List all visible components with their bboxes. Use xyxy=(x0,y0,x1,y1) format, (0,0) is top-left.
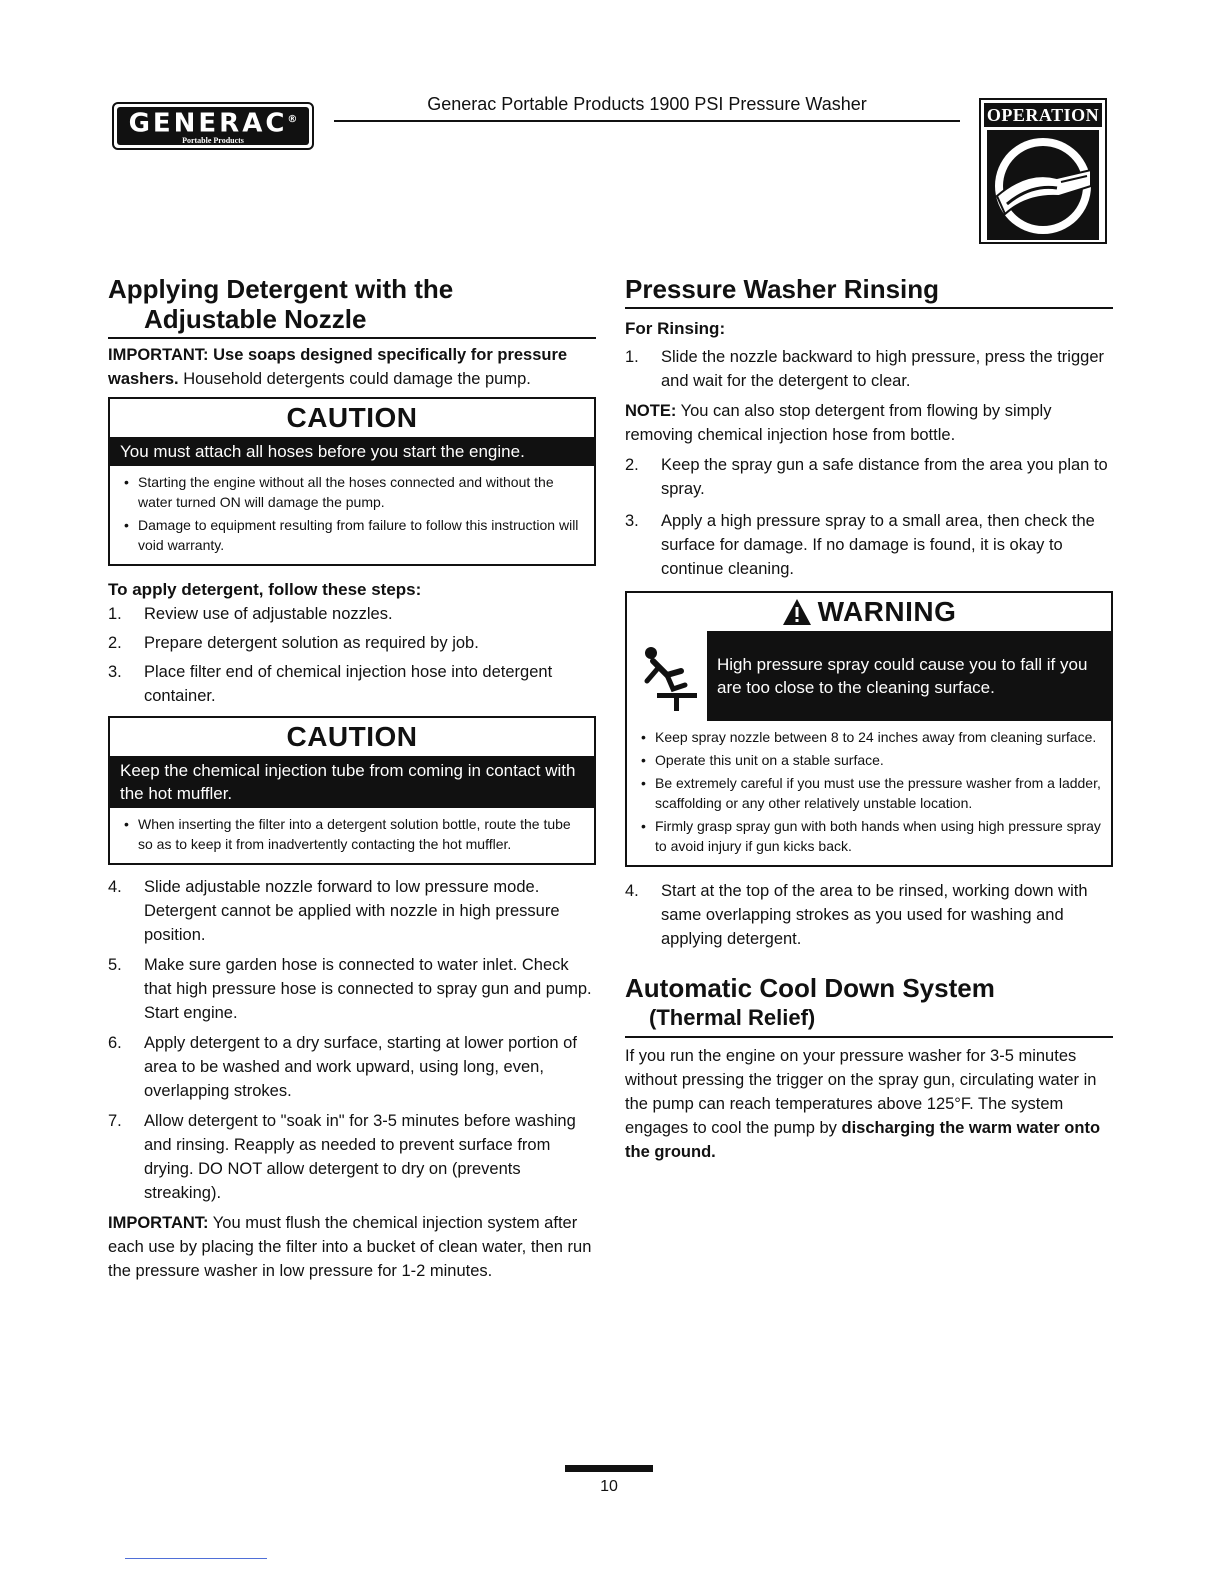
list-item: 2. Prepare detergent solution as required by job. xyxy=(108,634,479,652)
warning-bullet: • Firmly grasp spray gun with both hands when using high pressure spray to avoid injury if gun kicks back. xyxy=(641,816,1103,856)
list-item: 3. Apply a high pressure spray to a small area, then check the surface for damage. If no damage is found, it is okay to continue cleaning. xyxy=(625,512,1095,578)
section-divider xyxy=(625,307,1113,309)
rinsing-steps-list xyxy=(625,345,1113,393)
rinsing-steps-list-continued xyxy=(625,453,1113,581)
caution-bullet: • When inserting the filter into a detergent solution bottle, route the tube so as to keep it from inadvertently contacting the hot muffler. xyxy=(124,814,586,854)
detergent-steps-list xyxy=(108,602,596,708)
list-item: 4. Slide adjustable nozzle forward to low pressure mode. Detergent cannot be applied with nozzle in high pressure position. xyxy=(108,878,560,944)
section-title-line1: Automatic Cool Down System xyxy=(625,973,995,1003)
registered-mark: ® xyxy=(287,113,298,125)
right-column xyxy=(625,274,1113,1164)
list-item: 3. Place filter end of chemical injection hose into detergent container. xyxy=(108,663,553,705)
section-title-applying-detergent xyxy=(108,274,596,334)
section-title-line2: (Thermal Relief) xyxy=(649,1005,816,1030)
list-item: 2. Keep the spray gun a safe distance from the area you plan to spray. xyxy=(625,456,1108,498)
section-title-line2: Adjustable Nozzle xyxy=(144,304,367,334)
caution-title: CAUTION xyxy=(286,402,418,433)
list-item: 5. Make sure garden hose is connected to water inlet. Check that high pressure hose is connected to spray gun and pump. Start engine. xyxy=(108,956,592,1022)
list-item: 1. Review use of adjustable nozzles. xyxy=(108,605,393,623)
page-number: 10 xyxy=(600,1478,618,1495)
left-column xyxy=(108,274,596,1283)
caution-bullets xyxy=(110,808,594,863)
warning-message: High pressure spray could cause you to fall if you are too close to the cleaning surface. xyxy=(717,655,1088,697)
section-divider xyxy=(108,337,596,339)
section-title-rinsing: Pressure Washer Rinsing xyxy=(625,274,940,304)
caution-box-hoses xyxy=(108,397,596,566)
warning-header xyxy=(627,593,1111,631)
caution-message: Keep the chemical injection tube from coming in contact with the hot muffler. xyxy=(110,756,594,808)
caution-message: You must attach all hoses before you start the engine. xyxy=(110,437,594,466)
warning-box xyxy=(625,591,1113,867)
bottom-link-line xyxy=(125,1558,267,1559)
warning-triangle-icon xyxy=(782,598,812,626)
list-item: 6. Apply detergent to a dry surface, starting at lower portion of area to be washed and work upward, using long, even, overlapping strokes. xyxy=(108,1034,577,1100)
rinsing-note: NOTE: You can also stop detergent from flowing by simply removing chemical injection hose from bottle. xyxy=(625,402,1052,444)
section-title-cool-down xyxy=(625,973,1113,1033)
cool-down-description: If you run the engine on your pressure washer for 3-5 minutes without pressing the trigger on the spray gun, circulating water in the pump can reach temperatures above 125°F. The system engages to cool the pump by discharging the warm water onto the ground. xyxy=(625,1047,1101,1161)
warning-bullets xyxy=(627,721,1111,865)
important-flush-note: IMPORTANT: You must flush the chemical injection system after each use by placing the filter into a bucket of clean water, then run the pressure washer in low pressure for 1-2 minutes. xyxy=(108,1214,592,1280)
list-item: 1. Slide the nozzle backward to high pressure, press the trigger and wait for the detergent to clear. xyxy=(625,348,1104,390)
caution-bullets xyxy=(110,466,594,564)
warning-title: WARNING xyxy=(817,596,957,627)
logo-subtext: Portable Products xyxy=(182,136,244,146)
rinsing-final-step xyxy=(625,879,1113,951)
warning-bullet: • Keep spray nozzle between 8 to 24 inches away from cleaning surface. xyxy=(641,727,1103,747)
logo-text: GENERAC xyxy=(128,108,288,139)
caution-box-muffler xyxy=(108,716,596,865)
falling-person-icon xyxy=(627,631,707,721)
steps-heading: To apply detergent, follow these steps: xyxy=(108,580,422,599)
detergent-steps-list-continued xyxy=(108,875,596,1205)
list-item: 7. Allow detergent to "soak in" for 3-5 minutes before washing and rinsing. Reapply as needed to prevent surface from drying. DO NOT allow detergent to dry on (prevents streaking). xyxy=(108,1112,576,1202)
operation-label: OPERATION xyxy=(984,103,1102,127)
warning-bullet: • Operate this unit on a stable surface. xyxy=(641,750,1103,770)
footer-bar xyxy=(565,1465,653,1472)
warning-message-row xyxy=(627,631,1111,721)
caution-bullet: • Starting the engine without all the hoses connected and without the water turned ON will damage the pump. xyxy=(124,472,586,512)
operation-badge xyxy=(979,98,1107,244)
list-item: 4. Start at the top of the area to be rinsed, working down with same overlapping strokes as you used for washing and applying detergent. xyxy=(625,882,1088,948)
important-soap-note: IMPORTANT: Use soaps designed specifically for pressure washers. Household detergents could damage the pump. xyxy=(108,346,568,388)
generac-logo xyxy=(112,102,314,150)
document-title: Generac Portable Products 1900 PSI Pressure Washer xyxy=(427,94,867,114)
section-title-line1: Applying Detergent with the xyxy=(108,274,454,304)
warning-bullet: • Be extremely careful if you must use the pressure washer from a ladder, scaffolding or any other relatively unstable location. xyxy=(641,773,1103,813)
caution-bullet: • Damage to equipment resulting from failure to follow this instruction will void warranty. xyxy=(124,515,586,555)
header-divider xyxy=(334,120,960,122)
caution-title: CAUTION xyxy=(286,721,418,752)
rinsing-subheading: For Rinsing: xyxy=(625,319,726,338)
pressure-washer-operation-icon xyxy=(987,130,1099,240)
section-divider xyxy=(625,1036,1113,1038)
